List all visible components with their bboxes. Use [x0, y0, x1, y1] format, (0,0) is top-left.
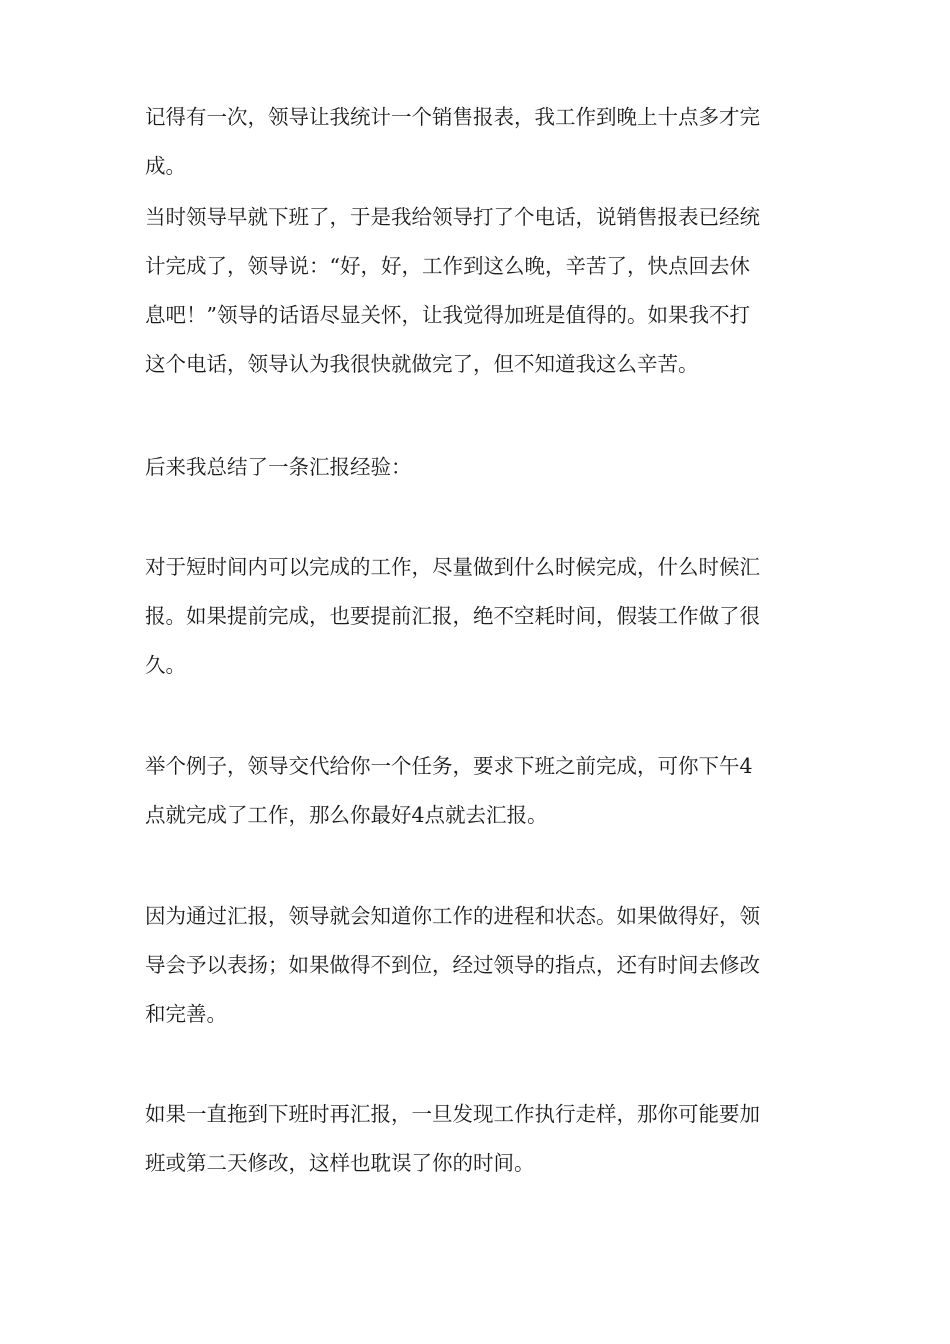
paragraph-line: 报。如果提前完成，也要提前汇报，绝不空耗时间，假装工作做了很 — [145, 604, 760, 628]
paragraph-7 — [145, 1090, 825, 1188]
paragraph-line: 息吧！”领导的话语尽显关怀，让我觉得加班是值得的。如果我不打 — [145, 303, 750, 327]
paragraph-line: 计完成了，领导说：“好，好，工作到这么晚，辛苦了，快点回去休 — [145, 254, 750, 278]
paragraph-line: 导会予以表扬；如果做得不到位，经过领导的指点，还有时间去修改 — [145, 953, 760, 977]
paragraph-6 — [145, 892, 825, 1039]
paragraph-1 — [145, 93, 825, 191]
paragraph-line: 这个电话，领导认为我很快就做完了，但不知道我这么辛苦。 — [145, 352, 699, 376]
paragraph-line: 班或第二天修改，这样也耽误了你的时间。 — [145, 1151, 535, 1175]
paragraph-4 — [145, 543, 825, 690]
paragraph-line: 点就完成了工作，那么你最好4点就去汇报。 — [145, 803, 548, 827]
paragraph-line: 当时领导早就下班了，于是我给领导打了个电话，说销售报表已经统 — [145, 205, 760, 229]
paragraph-line: 后来我总结了一条汇报经验： — [145, 455, 412, 479]
paragraph-line: 举个例子，领导交代给你一个任务，要求下班之前完成，可你下午4 — [145, 754, 753, 778]
paragraph-2 — [145, 193, 825, 389]
paragraph-3 — [145, 443, 825, 492]
paragraph-line: 对于短时间内可以完成的工作，尽量做到什么时候完成，什么时候汇 — [145, 555, 760, 579]
paragraph-line: 成。 — [145, 154, 186, 178]
paragraph-line: 记得有一次，领导让我统计一个销售报表，我工作到晚上十点多才完 — [145, 105, 760, 129]
paragraph-line: 因为通过汇报，领导就会知道你工作的进程和状态。如果做得好，领 — [145, 904, 760, 928]
paragraph-line: 和完善。 — [145, 1002, 227, 1026]
paragraph-line: 如果一直拖到下班时再汇报，一旦发现工作执行走样，那你可能要加 — [145, 1102, 760, 1126]
paragraph-line: 久。 — [145, 653, 186, 677]
paragraph-5 — [145, 742, 825, 840]
